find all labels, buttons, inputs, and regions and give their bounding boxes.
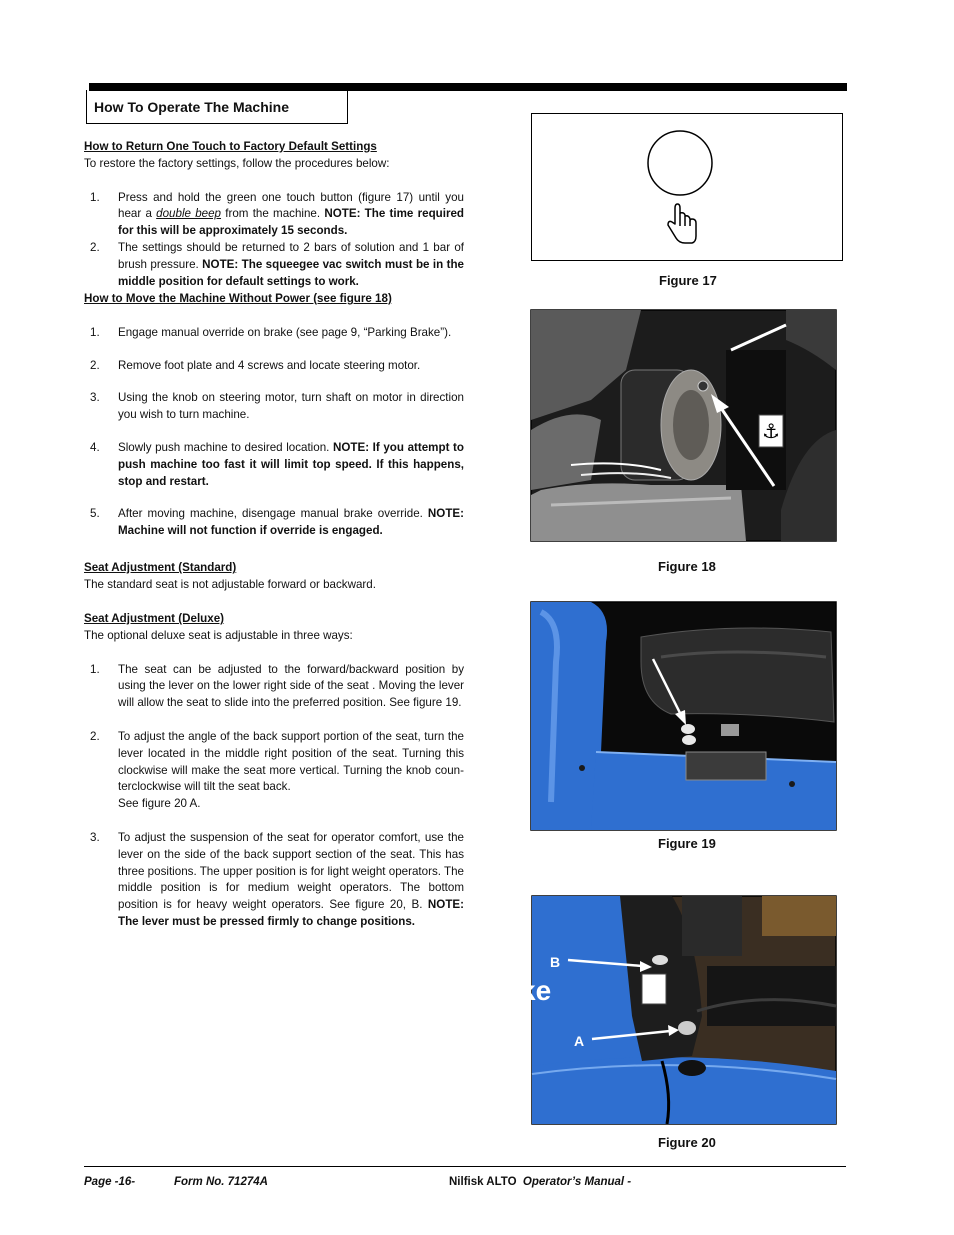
list-item (84, 190, 464, 240)
list-item (84, 358, 464, 375)
step-note: NOTE: Machine will not function if override is engaged. (118, 507, 464, 538)
step-text: Using the knob on steering motor, turn shaft on motor in direction you wish to turn machine. (118, 391, 464, 422)
list-number: 2. (90, 358, 100, 372)
pointing-hand-icon (668, 204, 696, 243)
figure-20 (520, 896, 836, 1124)
section-title: How To Operate The Machine (94, 99, 289, 115)
seat-standard-section (84, 560, 464, 594)
figure-18 (531, 310, 836, 541)
list-item (84, 325, 464, 342)
seat-deluxe-intro: The optional deluxe seat is adjustable in three ways: (84, 628, 353, 642)
list-item (84, 240, 464, 290)
move-machine-heading: How to Move the Machine Without Power (see figure 18) (84, 292, 392, 305)
list-number: 1. (90, 325, 100, 339)
footer-page (84, 1176, 135, 1188)
figure-19-caption: Figure 19 (658, 836, 716, 851)
seat-standard-text: The standard seat is not adjustable forward or backward. (84, 577, 376, 591)
step-text: To adjust the angle of the back support portion of the seat, turn the lever located in the middle right position of the seat. Turning this clockwise will make the seat more vertical. Turning the knob coun-terclockwise will tilt the seat back. (118, 729, 464, 794)
step-emphasis: double beep (156, 207, 222, 221)
figure-17-caption: Figure 17 (659, 273, 717, 288)
one-touch-button-illustration (532, 114, 842, 260)
list-item (84, 729, 464, 813)
footer-rule (84, 1166, 846, 1167)
footer-manual-text: Operator’s Manual - (522, 1176, 632, 1188)
figure-18-caption: Figure 18 (658, 559, 716, 574)
steering-motor-photo (531, 310, 836, 541)
list-number: 5. (90, 507, 100, 521)
footer-form (174, 1176, 268, 1188)
seat-lever-photo (531, 602, 836, 830)
step-note: NOTE: The time required for this will be approximately 15 seconds. (118, 207, 465, 238)
footer-form-text: Form No. 71274A (174, 1176, 268, 1188)
figure-20-logo-text: ke (520, 975, 552, 1006)
list-number: 3. (90, 830, 100, 844)
figure-17 (531, 113, 843, 261)
seat-standard-heading: Seat Adjustment (Standard) (84, 561, 237, 574)
list-item (84, 830, 464, 931)
move-machine-section (84, 291, 464, 540)
step-text: The seat can be adjusted to the forward/backward position by using the lever on the lower right side of the seat . Moving the lever will allow the seat to slide into the preferred position. See figure 19. (118, 662, 464, 710)
factory-default-intro: To restore the factory settings, follow the procedures below: (84, 156, 390, 170)
figure-20-caption: Figure 20 (658, 1135, 716, 1150)
list-number: 3. (90, 391, 100, 405)
seat-deluxe-heading: Seat Adjustment (Deluxe) (84, 612, 225, 625)
footer-brand (449, 1176, 631, 1188)
list-number: 1. (90, 662, 100, 676)
step-text: from the machine. (221, 207, 325, 221)
figure-19 (531, 602, 836, 830)
step-text: Slowly push machine to desired location. (118, 440, 333, 454)
step-text: Press and hold the green one touch button (figure 17) until you hear a (118, 190, 464, 221)
figure-20-label-b: B (550, 954, 561, 970)
step-text: The settings should be returned to 2 bars of solution and 1 bar of brush pressure. (118, 240, 464, 271)
step-text: Engage manual override on brake (see page 9, “Parking Brake”). (118, 325, 452, 339)
step-note: NOTE: The lever must be pressed firmly to change positions. (118, 898, 464, 928)
one-touch-button-icon (648, 131, 712, 195)
list-item (84, 440, 464, 490)
list-number: 2. (90, 729, 100, 743)
step-note: NOTE: The squeegee vac switch must be in the middle position for default settings to work. (118, 257, 464, 288)
figure-20-label-a: A (574, 1033, 585, 1049)
footer-page-text: Page -16- (84, 1176, 136, 1188)
step-text: Remove foot plate and 4 screws and locate steering motor. (118, 358, 421, 372)
factory-default-section (84, 139, 464, 290)
list-item (84, 662, 464, 712)
section-header (86, 90, 348, 124)
svg-text:⚓: ⚓ (762, 419, 780, 443)
list-item (84, 506, 464, 540)
list-item (84, 390, 464, 424)
factory-default-heading: How to Return One Touch to Factory Default Settings (84, 140, 377, 153)
list-number: 2. (90, 240, 100, 254)
step-text: To adjust the suspension of the seat for operator comfort, use the lever on the side of the back support section of the seat. This has three positions. The upper position is for light weight operators. The middle position is for medium weight operators. The bottom position is for heavy weight operators. See figure 20, B. (118, 830, 464, 912)
seat-suspension-photo (520, 896, 836, 1124)
list-number: 1. (90, 190, 100, 204)
footer-brand-text: Nilfisk ALTO (449, 1176, 517, 1188)
list-number: 4. (90, 440, 100, 454)
seat-deluxe-section (84, 611, 464, 931)
step-text: After moving machine, disengage manual brake override. (118, 507, 428, 521)
step-note: NOTE: If you attempt to push machine too fast it will limit top speed. If this happens, stop and restart. (118, 440, 464, 488)
step-extra: See figure 20 A. (118, 797, 201, 811)
